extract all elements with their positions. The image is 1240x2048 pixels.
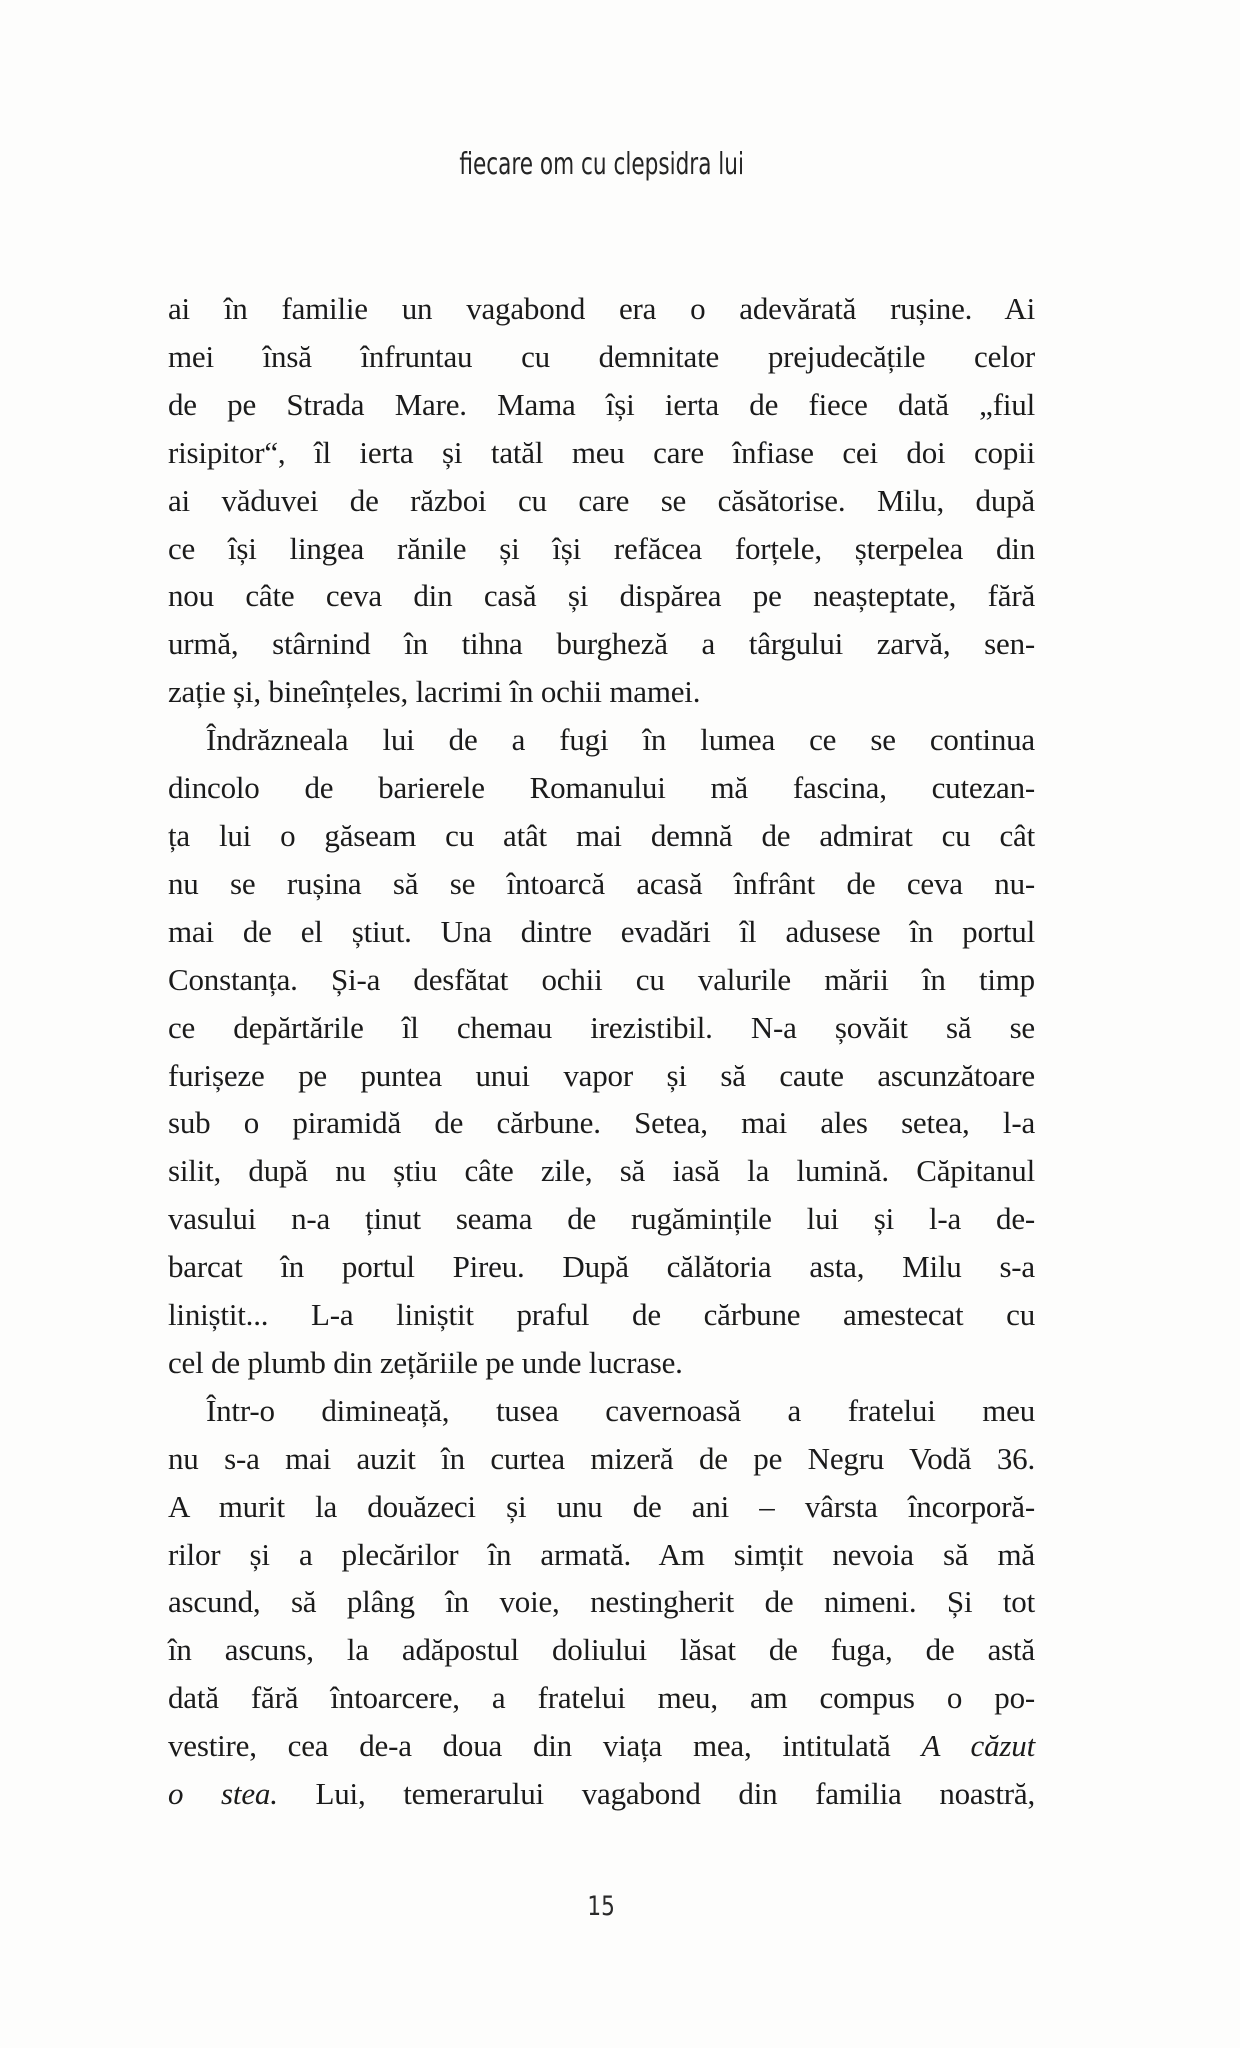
text-segment: A căzut bbox=[921, 1728, 1035, 1764]
text-segment: ascund, să plâng în voie, nestingherit de nimeni. Și tot bbox=[168, 1584, 1035, 1620]
text-line bbox=[168, 764, 1035, 812]
text-line bbox=[168, 1626, 1035, 1674]
text-line bbox=[168, 1099, 1035, 1147]
text-segment: o stea. bbox=[168, 1776, 278, 1812]
text-segment: barcat în portul Pireu. După călătoria asta, Milu s-a bbox=[168, 1249, 1035, 1285]
running-header-title: fiecare om cu clepsidra lui bbox=[459, 147, 744, 182]
text-line bbox=[168, 525, 1035, 573]
text-line bbox=[168, 716, 1035, 764]
text-segment: nou câte ceva din casă și dispărea pe neașteptate, fără bbox=[168, 578, 1035, 614]
text-line bbox=[168, 1578, 1035, 1626]
text-line bbox=[168, 1195, 1035, 1243]
text-line bbox=[168, 1674, 1035, 1722]
text-line bbox=[168, 956, 1035, 1004]
text-line bbox=[168, 1722, 1035, 1770]
text-line bbox=[168, 1770, 1035, 1818]
text-segment: dată fără întoarcere, a fratelui meu, am compus o po- bbox=[168, 1680, 1035, 1716]
text-line bbox=[168, 285, 1035, 333]
text-segment: zație și, bineînțeles, lacrimi în ochii mamei. bbox=[168, 674, 701, 710]
text-segment: de pe Strada Mare. Mama își ierta de fiece dată „fiul bbox=[168, 386, 1035, 422]
text-segment: nu se rușina să se întoarcă acasă înfrânt de ceva nu- bbox=[168, 865, 1035, 901]
text-segment: Constanța. Și-a desfătat ochii cu valurile mării în timp bbox=[168, 961, 1035, 997]
text-line bbox=[168, 1052, 1035, 1100]
text-segment: mei însă înfruntau cu demnitate prejudecățile celor bbox=[168, 338, 1035, 374]
text-segment: vestire, cea de-a doua din viața mea, intitulată bbox=[168, 1728, 922, 1764]
text-line bbox=[168, 1004, 1035, 1052]
text-line bbox=[168, 860, 1035, 908]
text-segment: liniștit... L-a liniștit praful de cărbune amestecat cu bbox=[168, 1297, 1035, 1333]
text-segment: risipitor“, îl ierta și tatăl meu care înfiase cei doi copii bbox=[168, 434, 1035, 470]
text-line bbox=[168, 333, 1035, 381]
text-segment: Îndrăzneala lui de a fugi în lumea ce se continua bbox=[206, 722, 1035, 758]
page-number-value: 15 bbox=[587, 1891, 616, 1922]
text-segment: rilor și a plecărilor în armată. Am simțit nevoia să mă bbox=[168, 1536, 1035, 1572]
text-line bbox=[168, 1531, 1035, 1579]
text-segment: ța lui o găseam cu atât mai demnă de admirat cu cât bbox=[168, 817, 1035, 853]
text-segment: sub o piramidă de cărbune. Setea, mai ales setea, l-a bbox=[168, 1105, 1035, 1141]
text-line bbox=[168, 1435, 1035, 1483]
text-line bbox=[168, 381, 1035, 429]
text-segment: A murit la douăzeci și unu de ani – vârsta încorporă- bbox=[168, 1488, 1035, 1524]
text-line bbox=[168, 908, 1035, 956]
text-line bbox=[168, 1483, 1035, 1531]
text-line bbox=[168, 1243, 1035, 1291]
text-segment: Lui, temerarului vagabond din familia noastră, bbox=[277, 1776, 1035, 1812]
text-segment: ce își lingea rănile și își refăcea forțele, șterpelea din bbox=[168, 530, 1035, 566]
text-line bbox=[168, 572, 1035, 620]
text-segment: vasului n-a ținut seama de rugămințile lui și l-a de- bbox=[168, 1201, 1035, 1237]
text-line bbox=[168, 620, 1035, 668]
text-segment: cel de plumb din zețăriile pe unde lucrase. bbox=[168, 1344, 683, 1380]
text-line bbox=[168, 1291, 1035, 1339]
text-line bbox=[168, 477, 1035, 525]
running-header bbox=[168, 146, 1035, 184]
page-body bbox=[168, 285, 1035, 1818]
text-segment: ce depărtările îl chemau irezistibil. N-a șovăit să se bbox=[168, 1009, 1035, 1045]
text-segment: mai de el știut. Una dintre evadări îl adusese în portul bbox=[168, 913, 1035, 949]
text-segment: nu s-a mai auzit în curtea mizeră de pe Negru Vodă 36. bbox=[168, 1440, 1035, 1476]
text-line bbox=[168, 812, 1035, 860]
page-number bbox=[168, 1891, 1035, 1922]
text-segment: dincolo de barierele Romanului mă fascina, cutezan- bbox=[168, 770, 1035, 806]
text-line bbox=[168, 1387, 1035, 1435]
text-segment: în ascuns, la adăpostul doliului lăsat de fuga, de astă bbox=[168, 1632, 1035, 1668]
text-segment: ai văduvei de război cu care se căsătorise. Milu, după bbox=[168, 482, 1035, 518]
text-segment: urmă, stârnind în tihna burgheză a târgului zarvă, sen- bbox=[168, 626, 1035, 662]
text-line bbox=[168, 1339, 1035, 1387]
text-segment: silit, după nu știu câte zile, să iasă la lumină. Căpitanul bbox=[168, 1153, 1035, 1189]
text-segment: furișeze pe puntea unui vapor și să caute ascunzătoare bbox=[168, 1057, 1035, 1093]
text-segment: ai în familie un vagabond era o adevărată rușine. Ai bbox=[168, 291, 1035, 326]
text-line bbox=[168, 429, 1035, 477]
text-line bbox=[168, 668, 1035, 716]
text-segment: Într-o dimineață, tusea cavernoasă a fratelui meu bbox=[206, 1392, 1035, 1428]
text-line bbox=[168, 1147, 1035, 1195]
